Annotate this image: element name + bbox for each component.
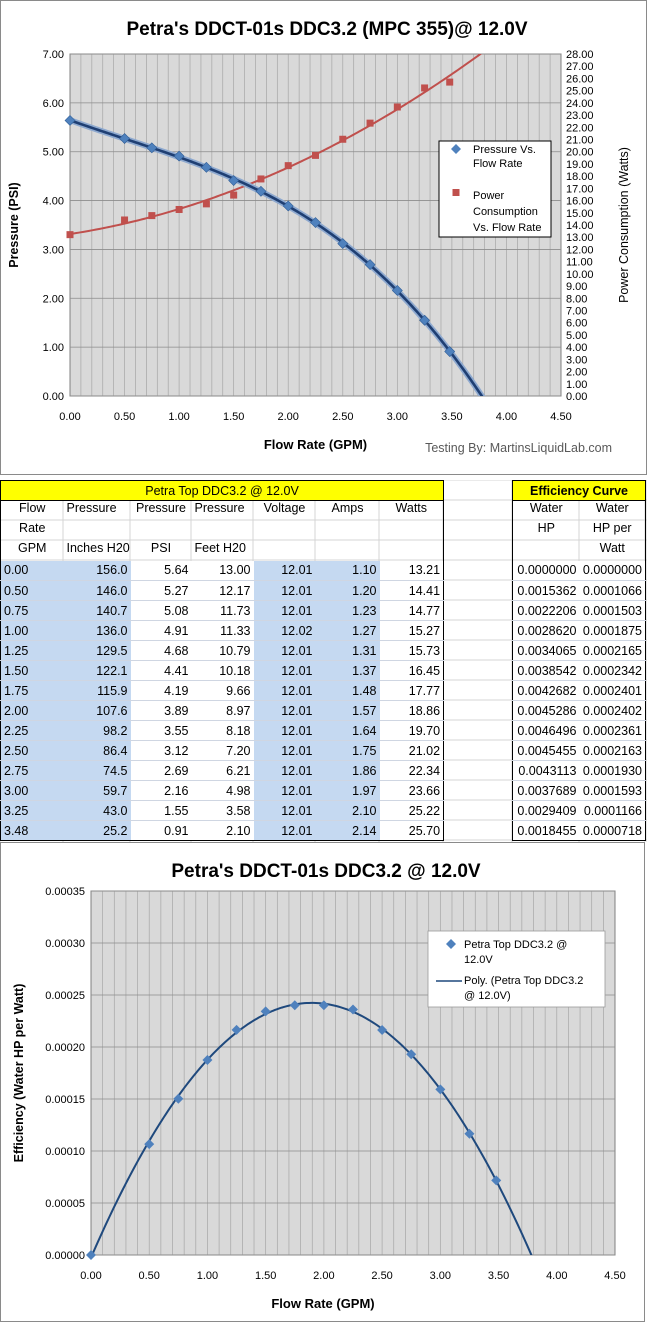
table-row	[1, 821, 444, 841]
cell-voltage: 12.01	[254, 821, 316, 841]
cell-hp-per-watt: 0.0001930	[580, 761, 646, 781]
legend-label: Power	[473, 190, 505, 202]
table-row	[1, 561, 444, 581]
table-row	[1, 681, 444, 701]
table-row	[1, 761, 444, 781]
y2-tick-label: 17.00	[566, 183, 594, 196]
x-tick-label: 0.00	[59, 411, 81, 423]
cell-hp-per-watt: 0.0002165	[580, 641, 646, 661]
cell-water-hp: 0.0034065	[513, 641, 580, 661]
cell-pressure-inches: 122.1	[64, 661, 131, 681]
cell-amps: 1.31	[316, 641, 380, 661]
cell-flow: 1.25	[1, 641, 64, 661]
y2-tick-label: 0.00	[566, 391, 588, 403]
cell-pressure-inches: 86.4	[64, 741, 131, 761]
y2-tick-label: 24.00	[566, 97, 594, 110]
y2-tick-label: 22.00	[566, 122, 594, 135]
table-title-row	[1, 481, 444, 501]
column-header-amps	[316, 521, 380, 541]
table-row	[513, 621, 646, 641]
column-header-flow: GPM	[1, 541, 64, 561]
table-row	[1, 781, 444, 801]
y2-tick-label: 14.00	[566, 220, 594, 232]
power-point	[67, 231, 74, 238]
y-axis-label: Pressure (PSI)	[7, 182, 21, 268]
cell-water-hp: 0.0000000	[513, 561, 580, 581]
efficiency-title: Efficiency Curve	[513, 481, 646, 501]
cell-watts: 25.22	[380, 801, 444, 821]
x-tick-label: 1.50	[222, 411, 245, 423]
cell-water-hp: 0.0042682	[513, 681, 580, 701]
y2-tick-label: 10.00	[566, 268, 594, 281]
power-point	[339, 136, 346, 143]
cell-watts: 14.77	[380, 601, 444, 621]
cell-voltage: 12.01	[254, 661, 316, 681]
cell-watts: 23.66	[380, 781, 444, 801]
cell-voltage: 12.01	[254, 701, 316, 721]
column-header-amps	[316, 541, 380, 561]
cell-pressure-feet: 2.10	[192, 821, 254, 841]
y-tick-label: 3.00	[42, 244, 64, 257]
power-point	[312, 152, 319, 159]
column-header-flow: Flow	[1, 501, 64, 521]
cell-voltage: 12.01	[254, 781, 316, 801]
efficiency-chart-svg	[1, 843, 644, 1321]
cell-amps: 1.86	[316, 761, 380, 781]
legend-label: Poly. (Petra Top DDC3.2	[464, 975, 584, 987]
column-header-watts: Watts	[380, 501, 444, 521]
cell-pressure-inches: 59.7	[64, 781, 131, 801]
cell-pressure-inches: 43.0	[64, 801, 131, 821]
cell-pressure-feet: 12.17	[192, 581, 254, 601]
legend-label: Pressure Vs.	[473, 144, 536, 156]
table-row	[1, 621, 444, 641]
y-axis-label: Efficiency (Water HP per Watt)	[12, 983, 26, 1163]
power-point	[421, 84, 428, 91]
legend-marker-power	[453, 189, 460, 196]
cell-hp-per-watt: 0.0000718	[580, 821, 646, 841]
cell-water-hp: 0.0018455	[513, 821, 580, 841]
cell-pressure-feet: 4.98	[192, 781, 254, 801]
table-row	[513, 581, 646, 601]
pressure-power-chart	[0, 0, 647, 475]
cell-amps: 1.57	[316, 701, 380, 721]
y-tick-label: 0.00	[42, 391, 64, 403]
cell-pressure-feet: 10.79	[192, 641, 254, 661]
column-header-pressure-feet: Pressure	[194, 501, 245, 515]
y2-tick-label: 27.00	[566, 61, 594, 74]
table-row	[513, 641, 646, 661]
column-header-amps: Amps	[331, 501, 364, 515]
x-tick-label: 3.00	[386, 411, 409, 423]
y-tick-label: 6.00	[42, 97, 64, 110]
y-tick-label: 7.00	[42, 49, 64, 61]
cell-pressure-psi: 4.68	[131, 641, 192, 661]
cell-pressure-psi: 5.08	[131, 601, 192, 621]
y-tick-label: 0.00010	[45, 1146, 85, 1158]
cell-amps: 1.64	[316, 721, 380, 741]
cell-pressure-psi: 0.91	[131, 821, 192, 841]
cell-pressure-inches: 74.5	[64, 761, 131, 781]
cell-hp-per-watt: 0.0002402	[580, 701, 646, 721]
cell-hp-per-watt: 0.0001593	[580, 781, 646, 801]
cell-watts: 15.73	[380, 641, 444, 661]
cell-flow: 0.50	[1, 581, 64, 601]
table-row	[1, 641, 444, 661]
x-tick-label: 0.50	[113, 411, 136, 423]
y-tick-label: 2.00	[42, 293, 64, 306]
power-point	[121, 216, 128, 223]
cell-pressure-feet: 8.97	[192, 701, 254, 721]
cell-hp-per-watt: 0.0002401	[580, 681, 646, 701]
cell-pressure-inches: 115.9	[64, 681, 131, 701]
cell-pressure-inches: 98.2	[64, 721, 131, 741]
column-header-voltage: Voltage	[263, 501, 306, 515]
cell-water-hp: 0.0046496	[513, 721, 580, 741]
column-header-watts	[380, 541, 444, 561]
cell-amps: 2.10	[316, 801, 380, 821]
power-point	[285, 162, 292, 169]
table-row	[1, 581, 444, 601]
efficiency-chart	[0, 842, 645, 1322]
x-tick-label: 4.50	[604, 1270, 626, 1282]
column-header-voltage	[254, 521, 316, 541]
y-tick-label: 0.00035	[45, 886, 85, 898]
cell-pressure-inches: 146.0	[64, 581, 131, 601]
cell-flow: 3.25	[1, 801, 64, 821]
column-header-water-hp: HP	[513, 521, 580, 541]
cell-amps: 1.20	[316, 581, 380, 601]
table-header-row	[513, 501, 646, 521]
power-point	[203, 200, 210, 207]
cell-amps: 1.37	[316, 661, 380, 681]
x-axis-label: Flow Rate (GPM)	[263, 437, 368, 452]
data-tables	[0, 480, 647, 842]
y-tick-label: 5.00	[42, 146, 64, 159]
cell-pressure-feet: 7.20	[192, 741, 254, 761]
cell-flow: 1.75	[1, 681, 64, 701]
y-tick-label: 4.00	[42, 195, 64, 208]
y2-tick-label: 18.00	[566, 171, 594, 184]
y2-tick-label: 23.00	[566, 110, 594, 123]
y2-tick-label: 5.00	[566, 329, 588, 342]
cell-voltage: 12.01	[254, 601, 316, 621]
cell-flow: 0.75	[1, 601, 64, 621]
x-tick-label: 2.50	[371, 1270, 393, 1282]
cell-hp-per-watt: 0.0002361	[580, 721, 646, 741]
cell-hp-per-watt: 0.0001503	[580, 601, 646, 621]
column-header-voltage	[254, 541, 316, 561]
table-row	[513, 661, 646, 681]
power-point	[446, 79, 453, 86]
table-row	[513, 761, 646, 781]
y-tick-label: 0.00030	[45, 938, 85, 950]
cell-watts: 19.70	[380, 721, 444, 741]
cell-watts: 25.70	[380, 821, 444, 841]
cell-pressure-psi: 3.89	[131, 701, 192, 721]
cell-voltage: 12.01	[254, 721, 316, 741]
y-tick-label: 0.00020	[45, 1042, 85, 1054]
y2-tick-label: 21.00	[566, 134, 594, 147]
x-tick-label: 4.50	[550, 411, 572, 423]
cell-pressure-inches: 156.0	[64, 561, 131, 581]
cell-pressure-inches: 140.7	[64, 601, 131, 621]
cell-pressure-feet: 6.21	[192, 761, 254, 781]
cell-pressure-psi: 1.55	[131, 801, 192, 821]
cell-amps: 1.97	[316, 781, 380, 801]
y-tick-label: 1.00	[42, 342, 64, 355]
y-tick-label: 0.00000	[45, 1250, 85, 1262]
cell-pressure-feet: 11.33	[192, 621, 254, 641]
cell-water-hp: 0.0045455	[513, 741, 580, 761]
x-tick-label: 0.50	[138, 1270, 160, 1282]
cell-watts: 16.45	[380, 661, 444, 681]
cell-pressure-psi: 3.12	[131, 741, 192, 761]
power-point	[148, 212, 155, 219]
x-tick-label: 0.00	[80, 1270, 102, 1282]
column-header-water-hp	[513, 541, 580, 561]
cell-water-hp: 0.0028620	[513, 621, 580, 641]
column-header-pressure-feet	[192, 521, 254, 541]
cell-amps: 1.48	[316, 681, 380, 701]
cell-pressure-inches: 107.6	[64, 701, 131, 721]
cell-water-hp: 0.0038542	[513, 661, 580, 681]
table-row	[513, 781, 646, 801]
y2-tick-label: 2.00	[566, 366, 588, 379]
table-row	[513, 561, 646, 581]
x-tick-label: 3.00	[429, 1270, 452, 1282]
table-row	[1, 801, 444, 821]
cell-voltage: 12.01	[254, 561, 316, 581]
column-header-hp-per-watt: Water	[580, 501, 646, 521]
cell-voltage: 12.01	[254, 741, 316, 761]
table-title: Petra Top DDC3.2 @ 12.0V	[1, 481, 444, 501]
cell-pressure-psi: 4.19	[131, 681, 192, 701]
y2-tick-label: 12.00	[566, 244, 594, 257]
pressure-power-chart-svg	[1, 1, 646, 474]
power-point	[367, 120, 374, 127]
x-tick-label: 1.00	[196, 1270, 219, 1282]
cell-watts: 14.41	[380, 581, 444, 601]
y-tick-label: 0.00015	[45, 1094, 85, 1106]
cell-flow: 1.50	[1, 661, 64, 681]
chart-title: Petra's DDCT-01s DDC3.2 @ 12.0V	[171, 861, 481, 882]
y2-tick-label: 19.00	[566, 158, 594, 171]
cell-pressure-feet: 13.00	[192, 561, 254, 581]
cell-pressure-psi: 5.27	[131, 581, 192, 601]
cell-pressure-psi: 5.64	[131, 561, 192, 581]
column-header-pressure-inches: Inches H20	[66, 540, 130, 555]
x-tick-label: 4.00	[495, 411, 518, 423]
y2-tick-label: 9.00	[566, 281, 588, 294]
column-header-pressure-inches: Pressure	[66, 501, 117, 515]
cell-pressure-psi: 4.91	[131, 621, 192, 641]
y2-tick-label: 16.00	[566, 195, 594, 208]
y2-tick-label: 13.00	[566, 232, 594, 245]
cell-watts: 22.34	[380, 761, 444, 781]
cell-voltage: 12.01	[254, 761, 316, 781]
cell-pressure-psi: 3.55	[131, 721, 192, 741]
y2-tick-label: 15.00	[566, 207, 594, 220]
legend-label: Consumption	[473, 206, 538, 218]
table-row	[1, 741, 444, 761]
column-header-watts	[380, 521, 444, 541]
cell-amps: 1.75	[316, 741, 380, 761]
y2-tick-label: 26.00	[566, 73, 594, 86]
cell-flow: 1.00	[1, 621, 64, 641]
table-row	[1, 601, 444, 621]
cell-hp-per-watt: 0.0001066	[580, 581, 646, 601]
cell-hp-per-watt: 0.0001875	[580, 621, 646, 641]
table-row	[513, 701, 646, 721]
cell-hp-per-watt: 0.0002342	[580, 661, 646, 681]
cell-watts: 21.02	[380, 741, 444, 761]
table-header-row	[513, 521, 646, 541]
table-row	[513, 801, 646, 821]
table-title-row	[513, 481, 646, 501]
cell-pressure-feet: 11.73	[192, 601, 254, 621]
cell-pressure-feet: 9.66	[192, 681, 254, 701]
cell-hp-per-watt: 0.0002163	[580, 741, 646, 761]
table-header-row	[1, 521, 444, 541]
y-tick-label: 0.00005	[45, 1198, 85, 1210]
y2-tick-label: 20.00	[566, 146, 594, 159]
cell-watts: 17.77	[380, 681, 444, 701]
y2-tick-label: 8.00	[566, 293, 588, 306]
legend-label: @ 12.0V)	[464, 990, 511, 1002]
cell-hp-per-watt: 0.0000000	[580, 561, 646, 581]
table-row	[513, 741, 646, 761]
column-header-pressure-inches	[64, 521, 131, 541]
table-row	[513, 601, 646, 621]
y-tick-label: 0.00025	[45, 990, 85, 1002]
efficiency-table	[512, 480, 646, 841]
y2-tick-label: 28.00	[566, 49, 594, 61]
cell-flow: 3.48	[1, 821, 64, 841]
x-tick-label: 1.50	[254, 1270, 277, 1282]
cell-flow: 2.50	[1, 741, 64, 761]
legend-label: 12.0V	[464, 954, 493, 966]
y2-tick-label: 6.00	[566, 317, 588, 330]
table-row	[1, 701, 444, 721]
cell-amps: 1.10	[316, 561, 380, 581]
cell-flow: 2.75	[1, 761, 64, 781]
x-tick-label: 3.50	[441, 411, 463, 423]
cell-flow: 0.00	[1, 561, 64, 581]
x-axis-label: Flow Rate (GPM)	[271, 1296, 375, 1311]
y2-tick-label: 11.00	[566, 256, 593, 269]
cell-pressure-inches: 136.0	[64, 621, 131, 641]
cell-pressure-psi: 4.41	[131, 661, 192, 681]
column-header-pressure-psi	[131, 521, 192, 541]
cell-flow: 3.00	[1, 781, 64, 801]
cell-amps: 1.23	[316, 601, 380, 621]
column-header-water-hp: Water	[513, 501, 580, 521]
cell-water-hp: 0.0045286	[513, 701, 580, 721]
legend-label: Flow Rate	[473, 158, 523, 170]
x-tick-label: 3.50	[487, 1270, 510, 1282]
table-row	[1, 721, 444, 741]
table-row	[513, 721, 646, 741]
column-header-pressure-psi: PSI	[150, 540, 172, 555]
column-header-pressure-psi: Pressure	[135, 501, 187, 515]
table-row	[513, 821, 646, 841]
y2-tick-label: 3.00	[566, 354, 588, 367]
cell-water-hp: 0.0029409	[513, 801, 580, 821]
cell-amps: 2.14	[316, 821, 380, 841]
cell-watts: 15.27	[380, 621, 444, 641]
cell-pressure-inches: 129.5	[64, 641, 131, 661]
x-tick-label: 2.50	[332, 411, 354, 423]
cell-pressure-psi: 2.69	[131, 761, 192, 781]
cell-voltage: 12.01	[254, 581, 316, 601]
flow-data-table	[0, 480, 444, 841]
cell-voltage: 12.01	[254, 801, 316, 821]
x-tick-label: 2.00	[313, 1270, 335, 1282]
y2-tick-label: 4.00	[566, 342, 588, 355]
legend-label: Petra Top DDC3.2 @	[464, 939, 568, 951]
cell-water-hp: 0.0022206	[513, 601, 580, 621]
table-row	[513, 681, 646, 701]
credit-text: Testing By: MartinsLiquidLab.com	[425, 441, 612, 455]
cell-hp-per-watt: 0.0001166	[580, 801, 646, 821]
y2-tick-label: 25.00	[566, 85, 594, 98]
cell-voltage: 12.01	[254, 641, 316, 661]
power-point	[230, 192, 237, 199]
cell-water-hp: 0.0043113	[513, 761, 580, 781]
table-header-row	[1, 541, 444, 561]
cell-pressure-inches: 25.2	[64, 821, 131, 841]
table-header-row	[1, 501, 444, 521]
cell-flow: 2.00	[1, 701, 64, 721]
chart-title: Petra's DDCT-01s DDC3.2 (MPC 355)@ 12.0V	[126, 19, 528, 40]
x-tick-label: 4.00	[546, 1270, 568, 1282]
column-header-hp-per-watt: Watt	[580, 541, 646, 561]
y2-tick-label: 1.00	[566, 378, 588, 391]
legend-label: Vs. Flow Rate	[473, 222, 542, 234]
cell-pressure-feet: 3.58	[192, 801, 254, 821]
cell-pressure-psi: 2.16	[131, 781, 192, 801]
table-header-row	[513, 541, 646, 561]
cell-water-hp: 0.0037689	[513, 781, 580, 801]
power-point	[176, 206, 183, 213]
x-tick-label: 1.00	[168, 411, 190, 423]
cell-watts: 13.21	[380, 561, 444, 581]
power-point	[394, 104, 401, 111]
cell-voltage: 12.01	[254, 681, 316, 701]
cell-amps: 1.27	[316, 621, 380, 641]
cell-pressure-feet: 10.18	[192, 661, 254, 681]
y2-tick-label: 7.00	[566, 305, 588, 318]
y2-axis-label: Power Consumption (Watts)	[617, 147, 631, 303]
column-header-pressure-feet: Feet H20	[194, 540, 246, 555]
cell-flow: 2.25	[1, 721, 64, 741]
cell-pressure-feet: 8.18	[192, 721, 254, 741]
column-header-flow: Rate	[1, 521, 64, 541]
cell-watts: 18.86	[380, 701, 444, 721]
x-tick-label: 2.00	[277, 411, 299, 423]
table-row	[1, 661, 444, 681]
cell-water-hp: 0.0015362	[513, 581, 580, 601]
column-header-hp-per-watt: HP per	[580, 521, 646, 541]
cell-voltage: 12.02	[254, 621, 316, 641]
power-point	[257, 175, 264, 182]
